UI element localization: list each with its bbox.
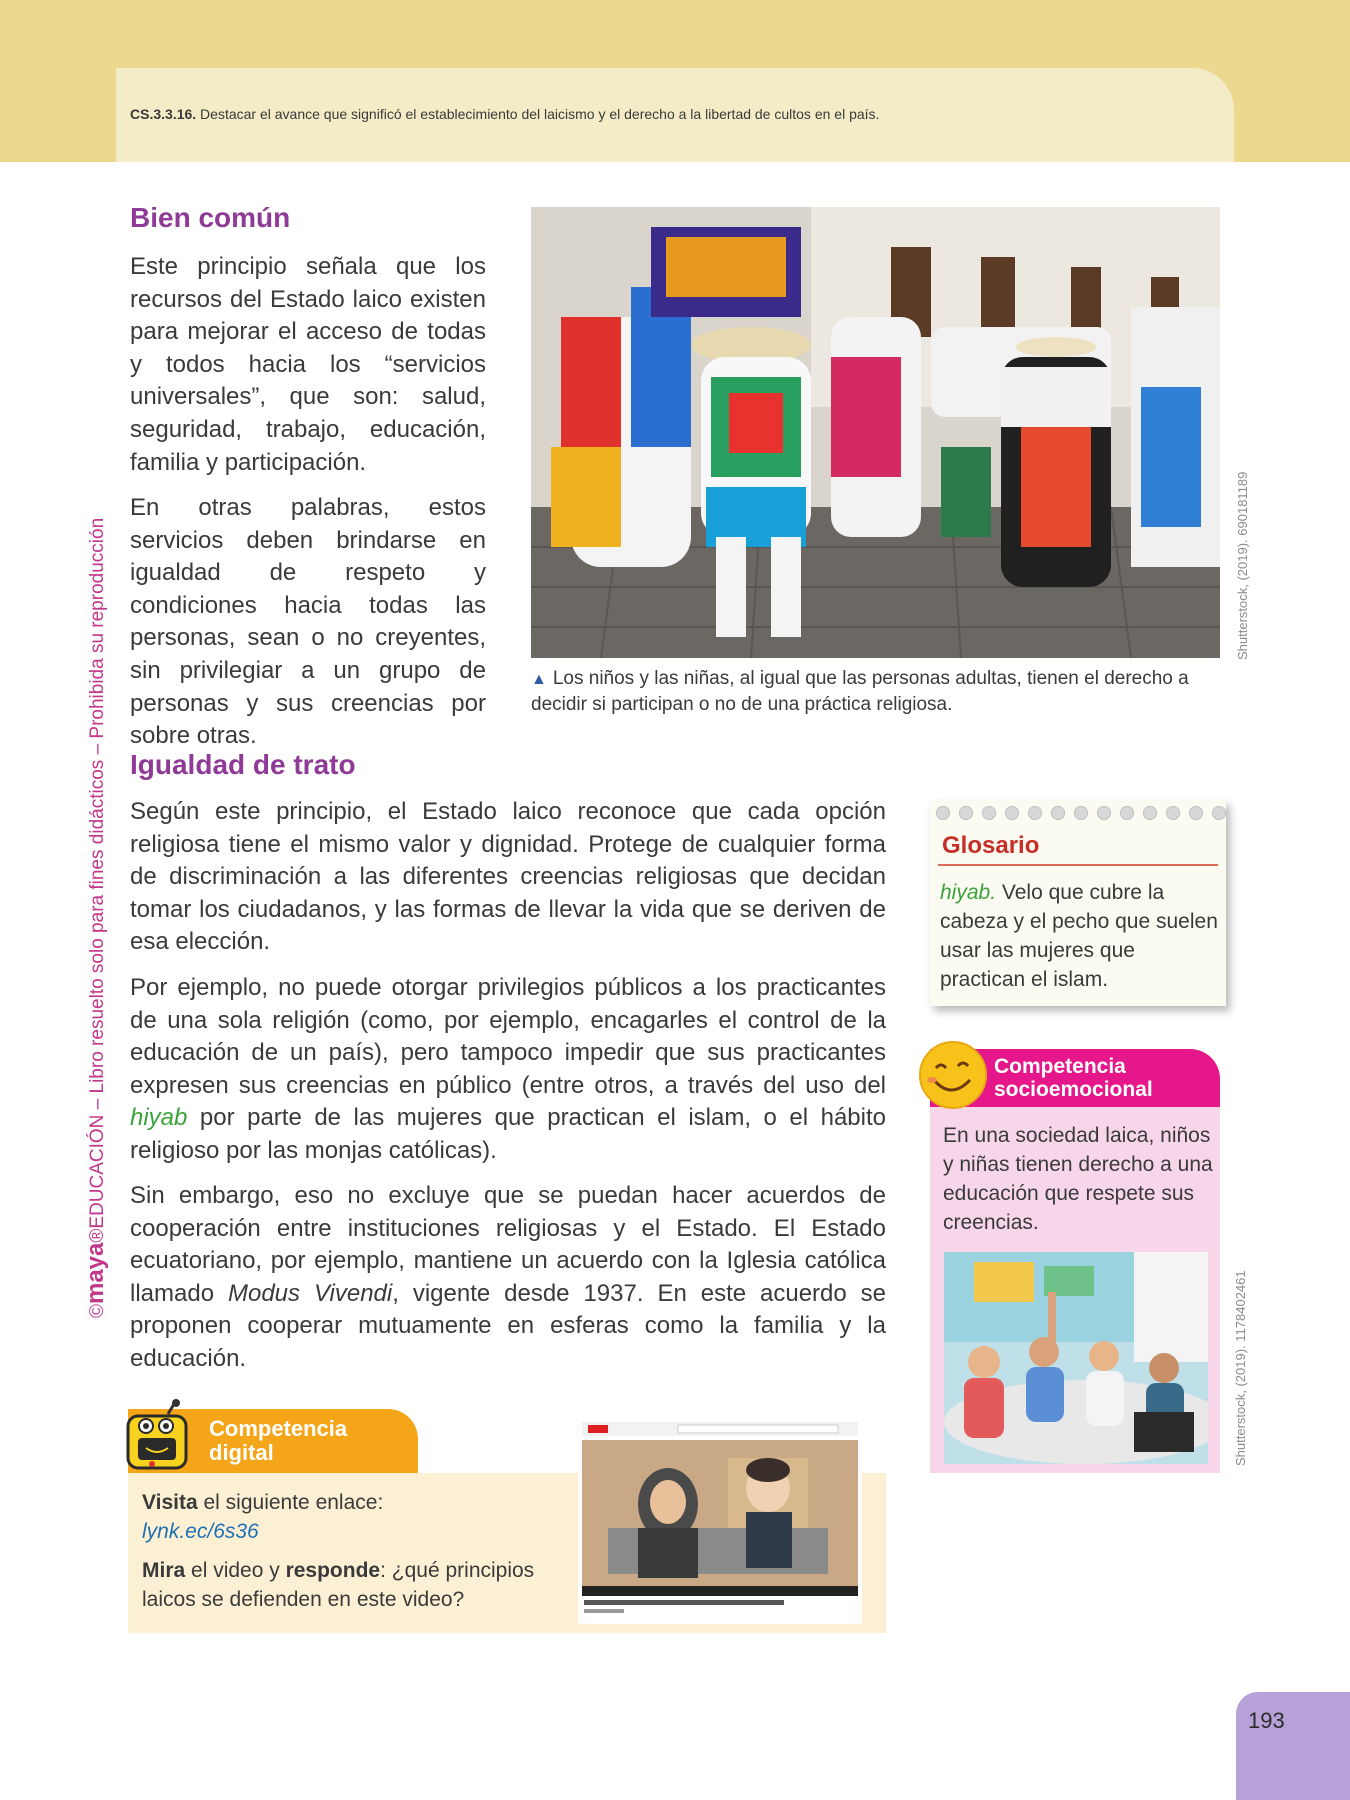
page-number: 193 [1248,1708,1285,1733]
digital-title: Competencia digital [209,1416,348,1465]
skill-description: Destacar el avance que significó el establecimiento del laicismo y el derecho a la libertad de cultos en el país. [200,106,880,122]
skill-code: CS.3.3.16. [130,106,197,122]
caption-text: Los niños y las niñas, al igual que las personas adultas, tienen el derecho a decidir si participan o no de una práctica religiosa. [531,668,1189,715]
skill-objective [130,106,879,122]
igualdad-paragraph-2: Por ejemplo, no puede otorgar privilegios públicos a los practicantes de una sola religión (como, por ejemplo, encagarles el control de la educación de un país), pero tampoco impedir que sus practicantes expresen sus creencias en público (entre otros, a través del uso del hiyab por parte de las mujeres que practican el islam, o el hábito religioso por las monjas católicas). [130,974,886,1164]
smiley-icon [918,1040,988,1110]
hiyab-term: hiyab [130,1104,188,1132]
photo-main-credit: Shutterstock, (2019). 690181189 [1235,471,1250,660]
glosario-title: Glosario [942,832,1040,859]
registered-symbol: ® [87,1228,108,1243]
video-illustration [578,1418,862,1624]
glosario-term: hiyab. [940,881,997,904]
socioemocional-title: Competencia socioemocional [994,1055,1153,1101]
bien-comun-paragraph-1: Este principio señala que los recursos del Estado laico existen para mejorar el acceso de todas y todos hacia los “servicios universales”, que son: salud, seguridad, trabajo, educación, familia y participación. [130,253,486,476]
igualdad-heading: Igualdad de trato [130,749,356,780]
glosario-card [930,800,1226,1006]
skill-bar [116,68,1234,162]
igualdad-paragraph-3: Sin embargo, eso no excluye que se puedan hacer acuerdos de cooperación entre instituciones religiosas y el Estado. El Estado ecuatoriano, por ejemplo, mantiene un acuerdo con la Iglesia católica llamado Modus Vivendi, vigente desde 1937. En este acuerdo se proponen cooperar mutuamente en esferas como la familia y la educación. [130,1182,887,1372]
digital-visit-instruction: Visita el siguiente enlace: lynk.ec/6s36 [142,1491,384,1543]
photo-caption [531,666,1225,717]
notebook-rings [936,806,1226,820]
caption-triangle-icon: ▲ [531,671,547,688]
side-credit-text: EDUCACIÓN – Libro resuelto solo para fines didácticos – Prohibida su reproducción [87,517,108,1229]
glosario-divider [938,864,1218,866]
classroom-photo-credit: Shutterstock, (2019). 1178402461 [1233,1270,1248,1466]
bien-comun-heading: Bien común [130,202,291,233]
festival-photo [531,207,1220,658]
festival-photo-illustration [531,207,1220,658]
copyright-symbol: © [87,1304,108,1318]
classroom-photo-illustration [944,1252,1208,1464]
side-credit [82,458,110,1318]
igualdad-paragraph-1: Según este principio, el Estado laico reconoce que cada opción religiosa tiene el mismo valor y dignidad. Protege de cualquier forma de discriminación a las diferentes creencias religiosas que decidan tomar los ciudadanos, y las formas de llevar la vida que se deriven de esa elección. [130,798,886,956]
modus-vivendi: Modus Vivendi [227,1279,393,1307]
glosario-definition: hiyab. Velo que cubre la cabeza y el pecho que suelen usar las mujeres que practican el islam. [940,881,1218,991]
socioemocional-text: En una sociedad laica, niños y niñas tienen derecho a una educación que respete sus creencias. [943,1124,1213,1234]
classroom-photo [944,1252,1208,1464]
bien-comun-paragraph-2: En otras palabras, estos servicios deben brindarse en igualdad de respeto y condiciones hacia todas las personas, sean o no creyentes, sin privilegiar a un grupo de personas y sus creencias por sobre otras. [130,494,486,750]
robot-mascot-icon [122,1398,194,1476]
brand-logo: maya [82,1242,109,1304]
video-thumbnail[interactable] [578,1418,862,1624]
page-number-tab [1236,1692,1350,1800]
digital-question: Mira el video y responde: ¿qué principios laicos se defienden en este video? [142,1559,535,1611]
digital-link[interactable]: lynk.ec/6s36 [142,1520,259,1543]
